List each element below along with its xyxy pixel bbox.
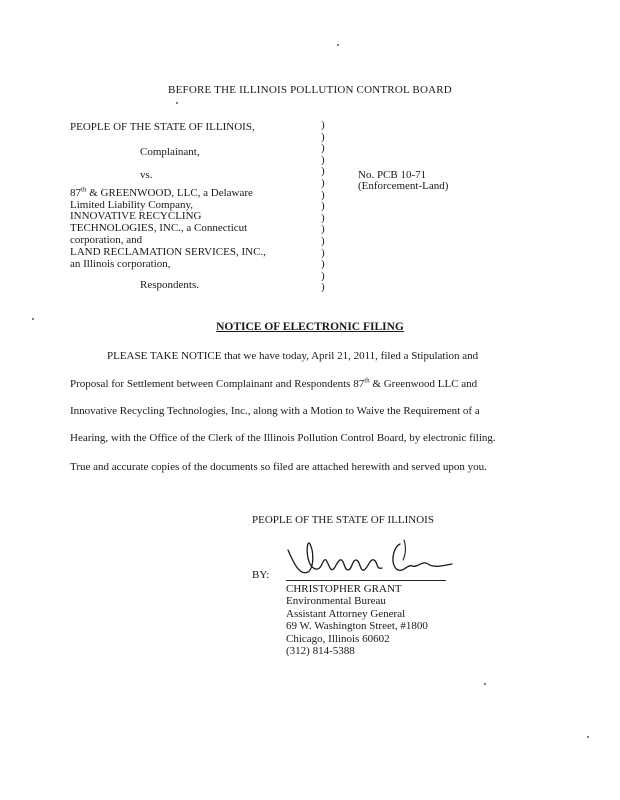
case-type: (Enforcement-Land)	[358, 180, 449, 192]
paren: )	[321, 246, 325, 259]
scan-speck	[484, 683, 486, 685]
plaintiff-name: PEOPLE OF THE STATE OF ILLINOIS,	[70, 121, 255, 133]
body-line-2	[70, 378, 477, 390]
signature-line	[286, 580, 446, 581]
respondent-line-2: INNOVATIVE RECYCLING	[70, 210, 202, 222]
respondent-line-1: Limited Liability Company,	[70, 199, 194, 211]
caption-parenthesis-column	[321, 120, 325, 294]
respondent-line-5: LAND RECLAMATION SERVICES, INC.,	[70, 246, 266, 258]
body-line-5: True and accurate copies of the documents so filed are attached herewith and served upon you.	[70, 461, 487, 473]
signer-detail-line: Chicago, Illinois 60602	[286, 632, 390, 645]
signer-name: CHRISTOPHER GRANT	[286, 583, 402, 595]
complainant-label: Complainant,	[140, 146, 200, 158]
respondent-1-prefix: 87	[70, 187, 81, 199]
scan-speck	[176, 102, 178, 104]
paren: )	[321, 281, 325, 294]
respondent-1-superscript: th	[81, 185, 87, 194]
notice-title: NOTICE OF ELECTRONIC FILING	[216, 321, 404, 333]
signer-detail-line: (312) 814-5388	[286, 645, 355, 658]
respondent-line-4: corporation, and	[70, 234, 143, 246]
signer-detail-line: 69 W. Washington Street, #1800	[286, 620, 428, 633]
court-heading: BEFORE THE ILLINOIS POLLUTION CONTROL BOARD	[168, 84, 452, 96]
paren: )	[321, 176, 325, 189]
paren: )	[321, 211, 325, 224]
paren: )	[321, 200, 325, 213]
scan-speck	[587, 736, 589, 738]
respondent-line-6: an Illinois corporation,	[70, 258, 171, 270]
body-line-2-part-a: Proposal for Settlement between Complainant and Respondents 87	[70, 378, 365, 390]
respondent-1-line	[70, 185, 253, 199]
body-line-3: Innovative Recycling Technologies, Inc., along with a Motion to Waive the Requirement of a	[70, 405, 480, 417]
handwritten-signature	[282, 530, 462, 582]
scan-speck	[337, 44, 339, 46]
respondents-label: Respondents.	[140, 279, 199, 291]
paren: )	[321, 188, 325, 201]
paren: )	[321, 165, 325, 178]
signer-detail-line: Assistant Attorney General	[286, 607, 406, 620]
paren: )	[321, 269, 325, 282]
body-line-1: PLEASE TAKE NOTICE that we have today, April 21, 2011, filed a Stipulation and	[107, 350, 479, 362]
respondent-1-rest: & GREENWOOD, LLC, a Delaware	[86, 187, 253, 199]
paren: )	[321, 130, 325, 143]
paren: )	[321, 234, 325, 247]
by-label: BY:	[252, 569, 270, 581]
versus-label: vs.	[140, 169, 153, 181]
paren: )	[321, 119, 325, 131]
case-number: No. PCB 10-71	[358, 169, 427, 181]
respondent-line-3: TECHNOLOGIES, INC., a Connecticut	[70, 222, 248, 234]
body-line-2-part-b: & Greenwood LLC and	[369, 378, 478, 390]
signature-details	[286, 583, 428, 657]
paren: )	[321, 258, 325, 271]
paren: )	[321, 223, 325, 236]
signature-party: PEOPLE OF THE STATE OF ILLINOIS	[252, 514, 434, 526]
signer-detail-line: Environmental Bureau	[286, 595, 386, 608]
paren: )	[321, 153, 325, 166]
body-line-4: Hearing, with the Office of the Clerk of the Illinois Pollution Control Board, by electronic filing.	[70, 432, 496, 444]
body-line-2-superscript: th	[364, 376, 370, 385]
paren: )	[321, 142, 325, 155]
scan-speck	[32, 318, 34, 320]
